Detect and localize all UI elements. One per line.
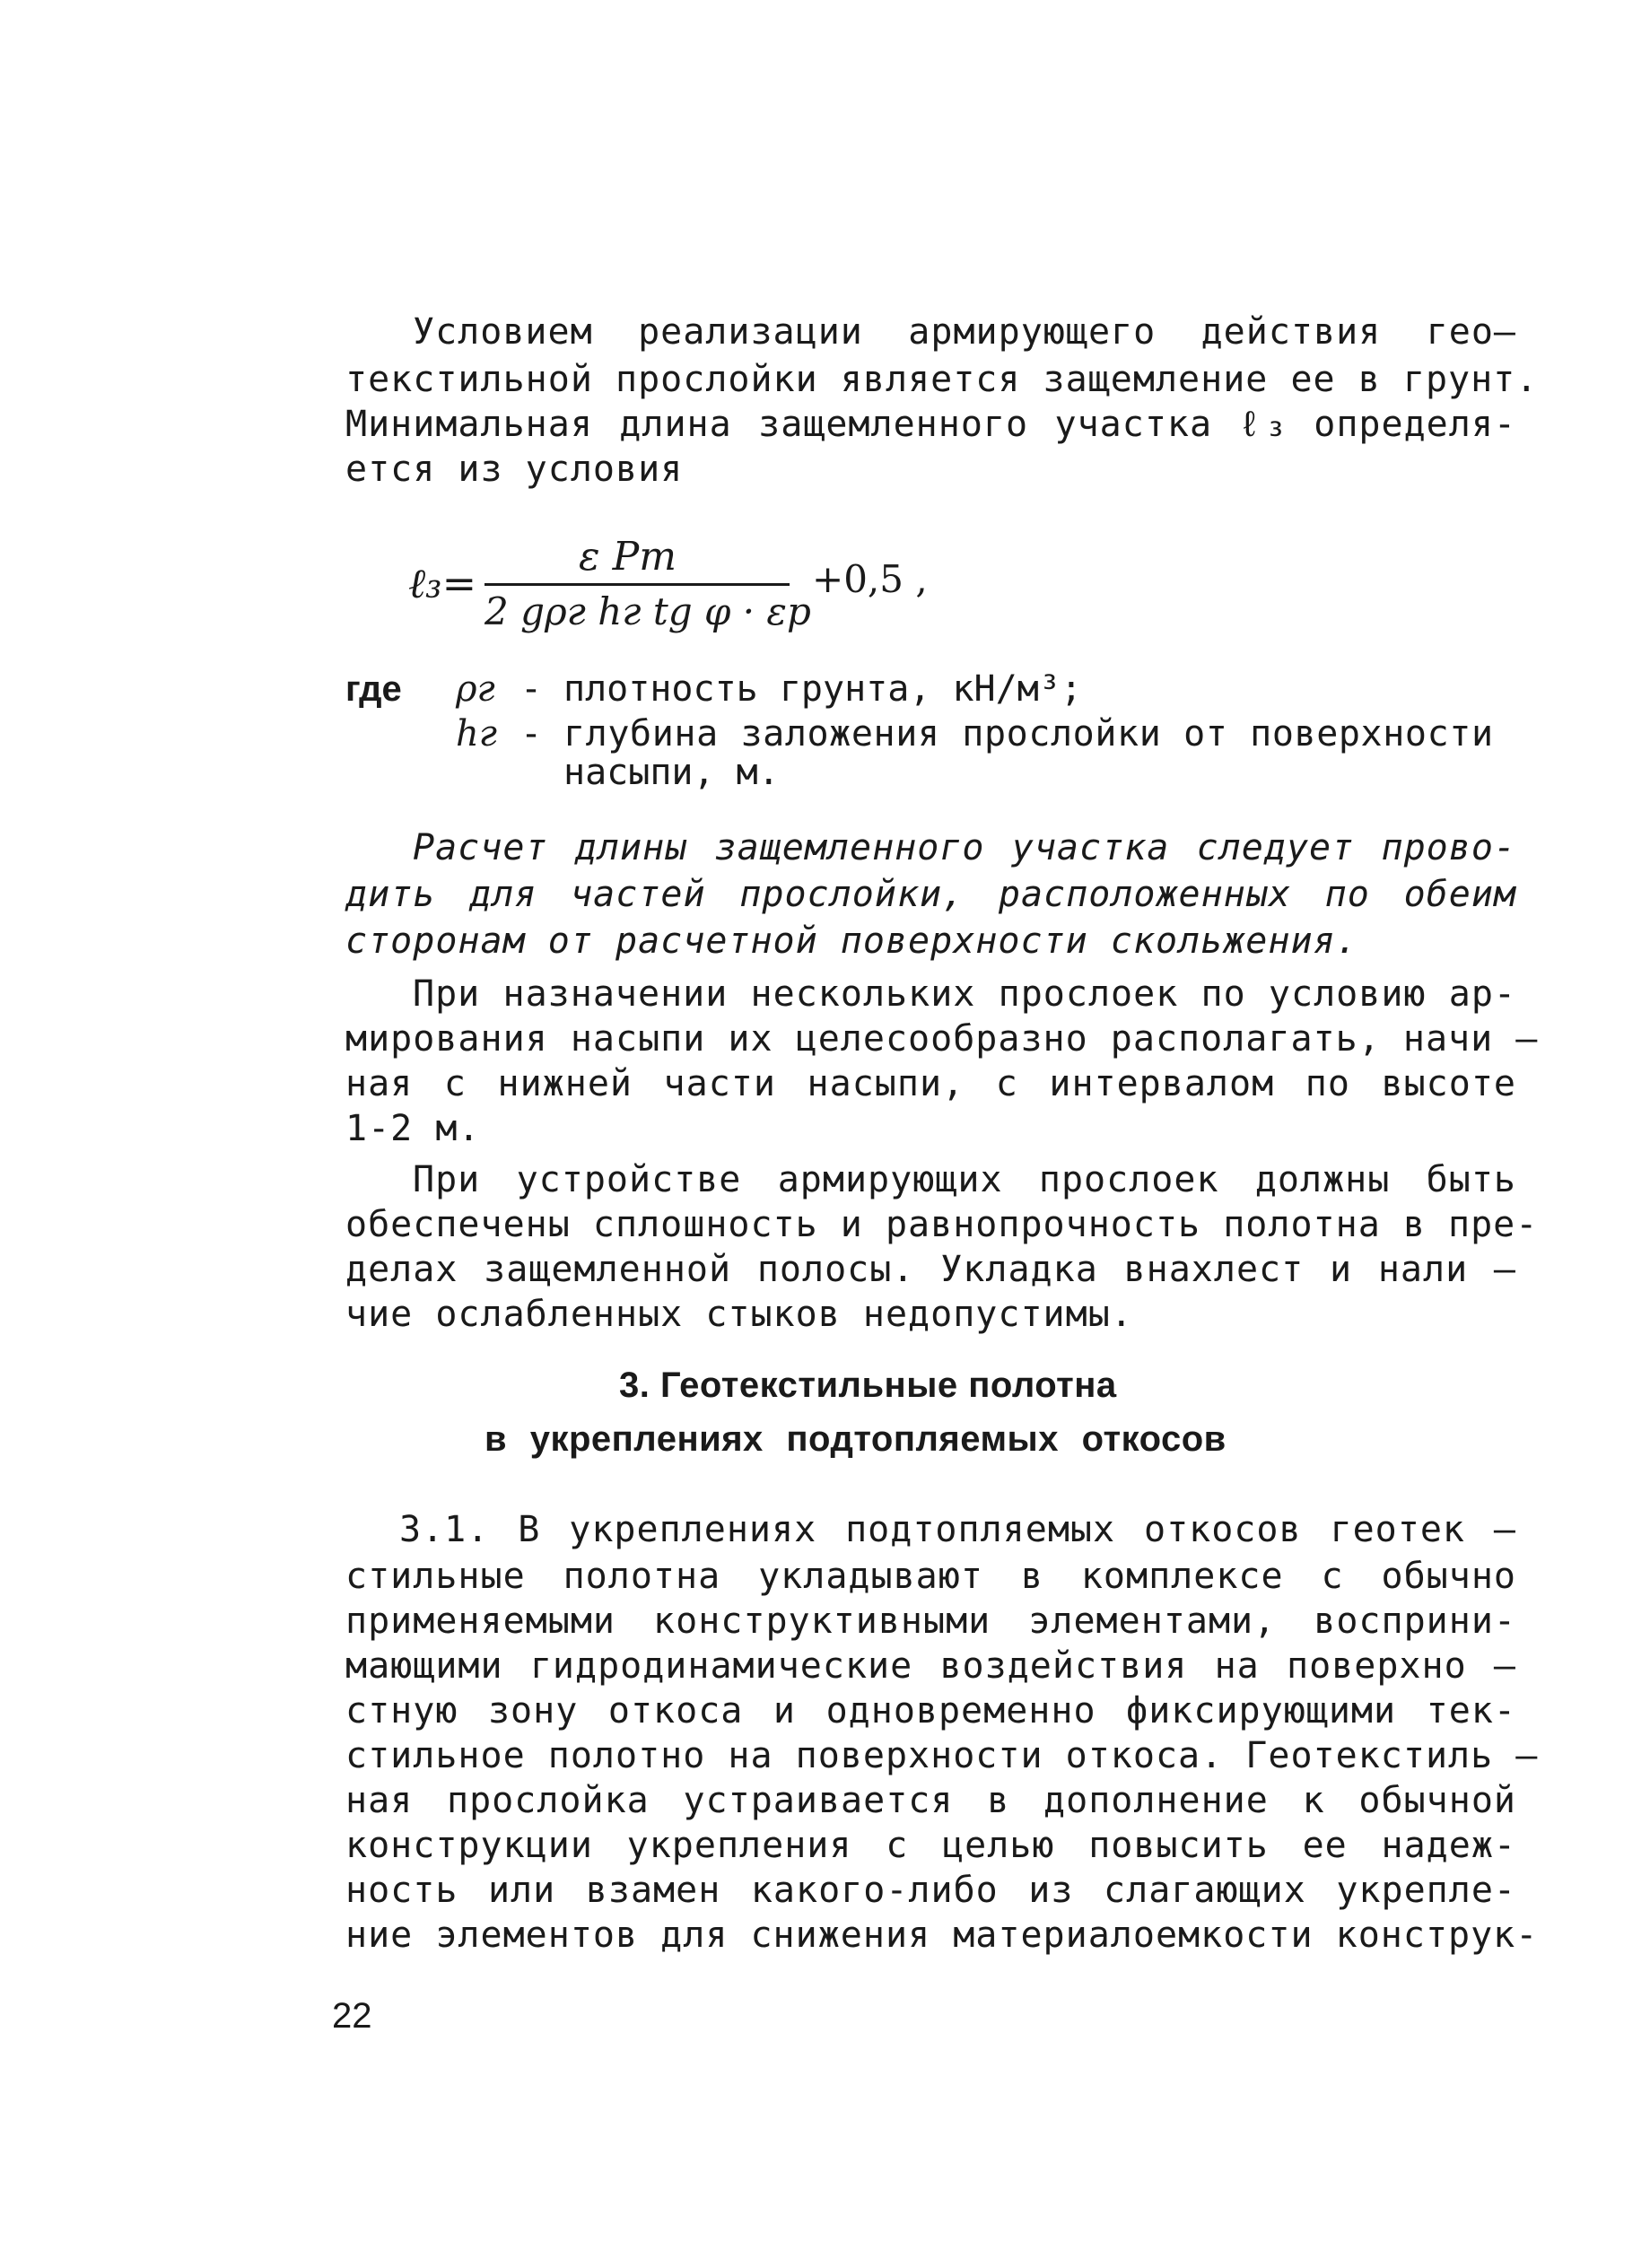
text-line: чие ослабленных стыков недопустимы. [345, 1294, 1133, 1335]
where-word: где [345, 669, 402, 709]
text-line: стильное полотно на поверхности откоса. Геотекстиль – [345, 1735, 1539, 1776]
dash: - [520, 668, 543, 710]
text-line: ется из условия [345, 449, 684, 490]
text-line: делах защемленной полосы. Укладка внахлест и нали – [345, 1249, 1516, 1290]
text-line: При устройстве армирующих прослоек должны быть [413, 1159, 1516, 1200]
dash: - [520, 713, 543, 755]
symbol-depth: hг [456, 713, 497, 755]
text-line: ная с нижней части насыпи, с интервалом по высоте [345, 1063, 1516, 1104]
text-line: ная прослойка устраивается в дополнение к обычной [345, 1780, 1516, 1821]
definition-density: плотность грунта, кН/м³; [563, 668, 1082, 710]
page-number: 22 [332, 1996, 372, 2036]
text-line: стную зону откоса и одновременно фиксирующими тек- [345, 1690, 1516, 1732]
fraction-bar [485, 583, 790, 586]
text-line: 3.1. В укреплениях подтопляемых откосов геотек – [399, 1509, 1516, 1550]
text-line: Условием реализации армирующего действия гео– [413, 311, 1516, 353]
text-line: ность или взамен какого-либо из слагающих укрепле- [345, 1870, 1516, 1911]
section-heading-line2: в укреплениях подтопляемых откосов [485, 1419, 1227, 1459]
definition-depth: глубина заложения прослойки от поверхности [563, 713, 1494, 755]
text-line: Расчет длины защемленного участка следует прово- [413, 827, 1516, 868]
text-line: дить для частей прослойки, расположенных по обеим [345, 874, 1516, 915]
text-line: стильные полотна укладывают в комплексе с обычно [345, 1556, 1516, 1597]
definition-depth-cont: насыпи, м. [563, 752, 780, 793]
text-line: мирования насыпи их целесообразно располагать, начи – [345, 1018, 1539, 1060]
text-line: текстильной прослойки является защемление ее в грунт. [345, 359, 1539, 400]
section-heading: 3. Геотекстильные полотна [619, 1365, 1117, 1405]
text-line: сторонам от расчетной поверхности скольжения. [345, 920, 1358, 962]
formula-anchoring-length [399, 534, 982, 650]
text-line: применяемыми конструктивными элементами, восприни- [345, 1601, 1516, 1642]
formula-denominator: 2 gρг hг tg φ · εp [485, 589, 811, 633]
text-line: При назначении нескольких прослоек по условию ар- [413, 973, 1516, 1015]
text-line: 1-2 м. [345, 1108, 481, 1149]
formula-lhs: ℓ₃= [408, 559, 477, 607]
symbol-density: ρг [456, 668, 495, 710]
text-line: Минимальная длина защемленного участка ℓ₃ определя- [345, 404, 1516, 445]
text-line: ние элементов для снижения материалоемкости конструк- [345, 1915, 1539, 1956]
text-line: обеспечены сплошность и равнопрочность полотна в пре- [345, 1204, 1539, 1245]
formula-tail: +0,5 , [812, 557, 928, 601]
formula-numerator: ε Pт [579, 534, 677, 580]
text-line: мающими гидродинамические воздействия на поверхно – [345, 1645, 1516, 1687]
text-line: конструкции укрепления с целью повысить ее надеж- [345, 1825, 1516, 1866]
